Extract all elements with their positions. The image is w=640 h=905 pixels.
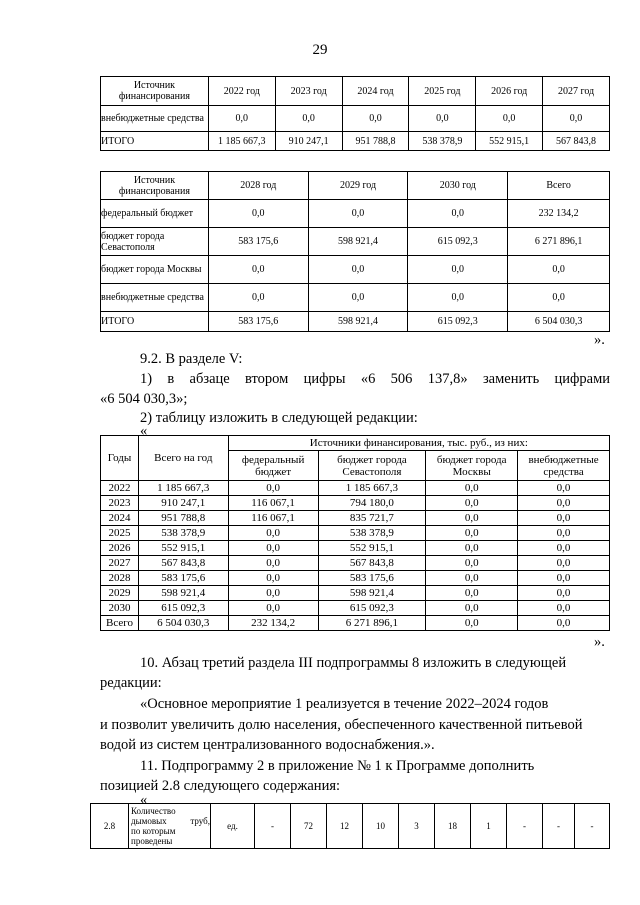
header-cell: 2029 год <box>308 172 408 200</box>
table-cell: 0,0 <box>228 586 318 601</box>
year-cell: 2023 <box>101 496 139 511</box>
opening-quote: « <box>140 792 148 808</box>
table-cell: 835 721,7 <box>318 511 426 526</box>
table-cell: 0,0 <box>408 256 508 284</box>
table-row <box>101 228 610 256</box>
value-cell: - <box>575 804 610 849</box>
table-cell: 598 921,4 <box>138 586 228 601</box>
table-cell: 6 271 896,1 <box>508 228 610 256</box>
year-cell: 2022 <box>101 481 139 496</box>
table-cell: 0,0 <box>228 541 318 556</box>
table-cell: 0,0 <box>426 541 518 556</box>
table-cell: 598 921,4 <box>318 586 426 601</box>
word: втором <box>245 371 289 387</box>
table-cell: 538 378,9 <box>409 132 476 151</box>
table-cell: 1 185 667,3 <box>318 481 426 496</box>
table-row <box>101 481 610 496</box>
quote-line-2: и позволит увеличить долю населения, обеспеченного качественной питьевой <box>100 717 583 733</box>
table-cell: 0,0 <box>275 106 342 132</box>
year-cell: 2026 <box>101 541 139 556</box>
section-heading-9-2: 9.2. В разделе V: <box>140 351 243 367</box>
quote-line-3: водой из систем централизованного водоснабжения.». <box>100 737 435 753</box>
table-cell: 0,0 <box>342 106 409 132</box>
table-row <box>101 616 610 631</box>
header-cell: бюджет города Севастополя <box>318 451 426 481</box>
table-cell: 0,0 <box>408 284 508 312</box>
table-cell: 567 843,8 <box>138 556 228 571</box>
row-label: ИТОГО <box>101 312 209 332</box>
header-cell: внебюджетные средства <box>518 451 610 481</box>
table-cell: 0,0 <box>409 106 476 132</box>
header-cell: бюджет города Москвы <box>426 451 518 481</box>
table-cell: 0,0 <box>426 511 518 526</box>
table-row <box>101 284 610 312</box>
table-cell: 0,0 <box>518 601 610 616</box>
table-cell: 0,0 <box>228 571 318 586</box>
table-cell: 116 067,1 <box>228 511 318 526</box>
table-cell: 0,0 <box>408 200 508 228</box>
header-cell: 2025 год <box>409 77 476 106</box>
table-cell: 0,0 <box>508 284 610 312</box>
value-cell: 1 <box>471 804 507 849</box>
table-row <box>101 586 610 601</box>
table-cell: 0,0 <box>426 616 518 631</box>
table-cell: 583 175,6 <box>138 571 228 586</box>
table-cell: 6 504 030,3 <box>138 616 228 631</box>
table-cell: 0,0 <box>518 541 610 556</box>
table-cell: 0,0 <box>228 526 318 541</box>
table-cell: 0,0 <box>518 496 610 511</box>
word: цифры <box>303 371 346 387</box>
table-cell: 0,0 <box>426 496 518 511</box>
table-cell: 567 843,8 <box>318 556 426 571</box>
item-1-line <box>140 369 610 389</box>
section-11-line-2: позицией 2.8 следующего содержания: <box>100 778 341 794</box>
value-cell: 18 <box>435 804 471 849</box>
table-cell: 615 092,3 <box>408 228 508 256</box>
table-cell: 0,0 <box>426 556 518 571</box>
row-label: внебюджетные средства <box>101 106 209 132</box>
value-cell: 72 <box>291 804 327 849</box>
name-line: дымовых труб, <box>131 816 210 826</box>
word: абзаце <box>189 371 230 387</box>
table-cell: 538 378,9 <box>138 526 228 541</box>
table-cell: 552 915,1 <box>476 132 543 151</box>
table-cell: 116 067,1 <box>228 496 318 511</box>
table-header-row <box>101 436 610 451</box>
name-line: по которым <box>131 826 176 836</box>
table-cell: 598 921,4 <box>308 228 408 256</box>
header-cell: 2026 год <box>476 77 543 106</box>
table-cell: 0,0 <box>228 556 318 571</box>
group-header-cell: Источники финансирования, тыс. руб., из них: <box>228 436 609 451</box>
word: 1) в <box>140 371 175 387</box>
closing-quote: ». <box>594 332 605 348</box>
table-cell: 583 175,6 <box>208 312 308 332</box>
header-cell: 2030 год <box>408 172 508 200</box>
header-cell: Всего <box>508 172 610 200</box>
table-cell: 0,0 <box>426 481 518 496</box>
section-11-line-1: 11. Подпрограмму 2 в приложение № 1 к Программе дополнить <box>140 758 535 774</box>
section-10-line-1: 10. Абзац третий раздела III подпрограммы 8 изложить в следующей <box>140 655 567 671</box>
year-cell: 2025 <box>101 526 139 541</box>
table-cell: 0,0 <box>208 106 275 132</box>
table-cell: 0,0 <box>308 200 408 228</box>
item-1-line-2: «6 504 030,3»; <box>100 391 188 407</box>
page-number: 29 <box>312 42 328 58</box>
table-cell: 0,0 <box>518 586 610 601</box>
table-row <box>101 541 610 556</box>
table-row <box>101 312 610 332</box>
table-cell: 0,0 <box>543 106 610 132</box>
table-cell: 552 915,1 <box>138 541 228 556</box>
table-cell: 538 378,9 <box>318 526 426 541</box>
table-cell: 0,0 <box>308 284 408 312</box>
closing-quote: ». <box>594 634 605 650</box>
table-cell: 794 180,0 <box>318 496 426 511</box>
header-cell: 2022 год <box>208 77 275 106</box>
table-cell: 0,0 <box>208 256 308 284</box>
header-cell: Источник финансирования <box>101 77 209 106</box>
row-label: внебюджетные средства <box>101 284 209 312</box>
header-cell: 2028 год <box>208 172 308 200</box>
table-header-row <box>101 172 610 200</box>
table-cell: 0,0 <box>426 526 518 541</box>
word: заменить <box>482 371 540 387</box>
table-cell: 0,0 <box>508 256 610 284</box>
value-cell: 10 <box>363 804 399 849</box>
table-cell: 232 134,2 <box>508 200 610 228</box>
table-cell: 1 185 667,3 <box>208 132 275 151</box>
table-cell: 583 175,6 <box>318 571 426 586</box>
table-row <box>101 496 610 511</box>
table-cell: 0,0 <box>518 511 610 526</box>
table-cell: 951 788,8 <box>138 511 228 526</box>
year-cell: 2027 <box>101 556 139 571</box>
table-cell: 0,0 <box>426 571 518 586</box>
table-cell: 1 185 667,3 <box>138 481 228 496</box>
value-cell: - <box>507 804 543 849</box>
header-cell: федеральный бюджет <box>228 451 318 481</box>
table-cell: 598 921,4 <box>308 312 408 332</box>
table-cell: 0,0 <box>426 601 518 616</box>
indicator-name <box>129 804 211 849</box>
table-cell: 6 271 896,1 <box>318 616 426 631</box>
table-row <box>101 556 610 571</box>
table-cell: 0,0 <box>518 481 610 496</box>
table-cell: 910 247,1 <box>138 496 228 511</box>
header-cell: Всего на год <box>138 436 228 481</box>
position-2-8-table <box>90 803 610 849</box>
row-label: федеральный бюджет <box>101 200 209 228</box>
financing-table-2022-2027 <box>100 76 610 151</box>
table-header-row <box>101 77 610 106</box>
year-cell: 2030 <box>101 601 139 616</box>
item-2: 2) таблицу изложить в следующей редакции: <box>140 410 418 426</box>
financing-by-year-table <box>100 435 610 631</box>
word: «6 506 137,8» <box>360 371 468 387</box>
row-label: ИТОГО <box>101 132 209 151</box>
table-row <box>101 526 610 541</box>
table-row <box>101 132 610 151</box>
table-row <box>101 601 610 616</box>
opening-quote: « <box>140 423 148 439</box>
year-cell: 2024 <box>101 511 139 526</box>
table-cell: 583 175,6 <box>208 228 308 256</box>
header-cell: 2027 год <box>543 77 610 106</box>
table-cell: 0,0 <box>308 256 408 284</box>
value-cell: - <box>543 804 575 849</box>
table-cell: 552 915,1 <box>318 541 426 556</box>
name-line: Количество <box>131 806 176 816</box>
value-cell: 12 <box>327 804 363 849</box>
quote-line-1: «Основное мероприятие 1 реализуется в течение 2022–2024 годов <box>140 696 549 712</box>
table-cell: 0,0 <box>518 571 610 586</box>
table-row <box>101 256 610 284</box>
value-cell: - <box>255 804 291 849</box>
table-row <box>101 200 610 228</box>
table-cell: 615 092,3 <box>318 601 426 616</box>
financing-table-2028-2030 <box>100 171 610 332</box>
table-row <box>101 511 610 526</box>
header-cell: Годы <box>101 436 139 481</box>
header-cell: 2024 год <box>342 77 409 106</box>
table-cell: 0,0 <box>518 556 610 571</box>
table-cell: 0,0 <box>426 586 518 601</box>
table-cell: 0,0 <box>518 616 610 631</box>
unit-cell: ед. <box>211 804 255 849</box>
table-cell: 0,0 <box>518 526 610 541</box>
row-label: бюджет города Москвы <box>101 256 209 284</box>
table-cell: 232 134,2 <box>228 616 318 631</box>
row-label: бюджет города Севастополя <box>101 228 209 256</box>
word: цифрами <box>554 371 611 387</box>
header-cell: 2023 год <box>275 77 342 106</box>
table-cell: 0,0 <box>208 284 308 312</box>
table-cell: 0,0 <box>228 481 318 496</box>
table-cell: 0,0 <box>228 601 318 616</box>
position-number: 2.8 <box>91 804 129 849</box>
table-cell: 951 788,8 <box>342 132 409 151</box>
table-row <box>101 571 610 586</box>
table-row <box>101 106 610 132</box>
table-cell: 6 504 030,3 <box>508 312 610 332</box>
header-cell: Источник финансирования <box>101 172 209 200</box>
table-cell: 567 843,8 <box>543 132 610 151</box>
table-cell: 615 092,3 <box>408 312 508 332</box>
section-10-line-2: редакции: <box>100 675 162 691</box>
table-cell: 0,0 <box>476 106 543 132</box>
table-cell: 615 092,3 <box>138 601 228 616</box>
name-line: проведены <box>131 836 173 846</box>
table-row <box>91 804 610 849</box>
year-cell: 2029 <box>101 586 139 601</box>
year-cell: Всего <box>101 616 139 631</box>
value-cell: 3 <box>399 804 435 849</box>
table-cell: 910 247,1 <box>275 132 342 151</box>
table-cell: 0,0 <box>208 200 308 228</box>
year-cell: 2028 <box>101 571 139 586</box>
